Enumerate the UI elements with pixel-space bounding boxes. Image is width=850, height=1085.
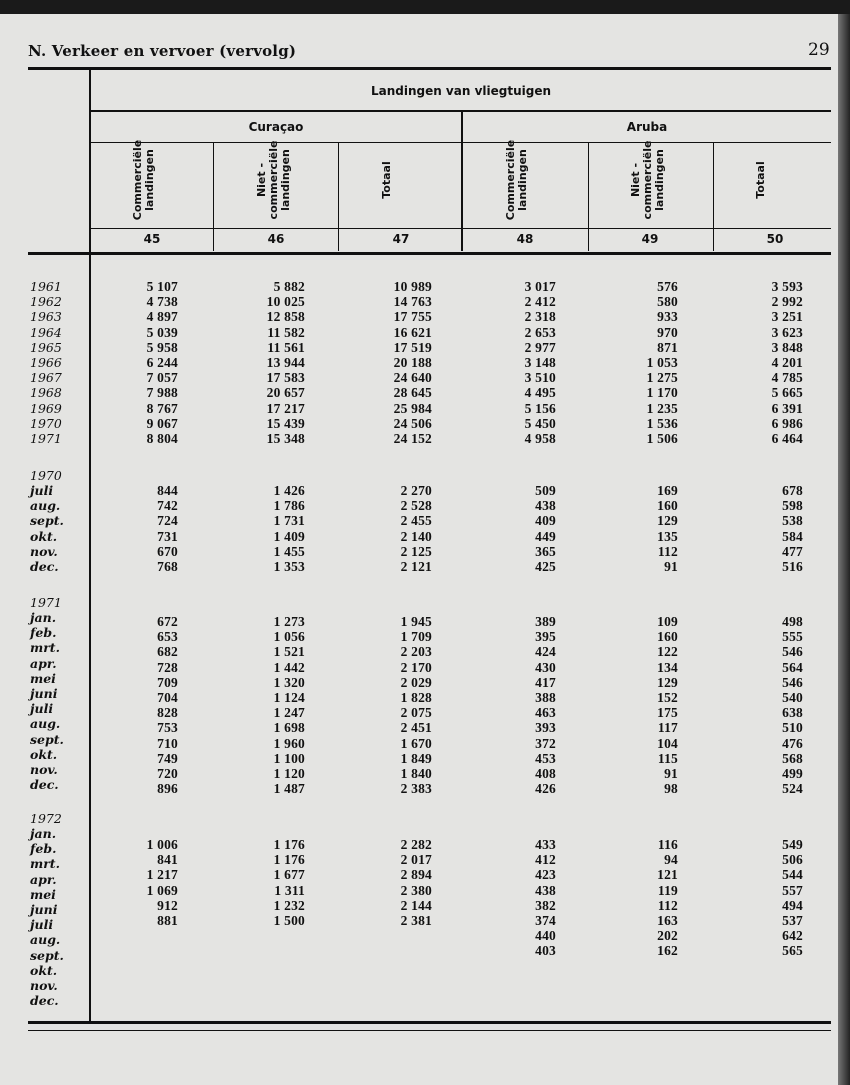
table-cell: 10 989	[393, 279, 432, 294]
row-label: 1961	[30, 279, 62, 294]
table-cell: 134	[657, 659, 678, 675]
table-cell: 160	[657, 629, 678, 645]
row-label: 1969	[30, 400, 62, 416]
table-cell: 1 053	[646, 355, 678, 370]
table-cell: 440	[535, 928, 556, 944]
table-cell: 2 528	[400, 498, 432, 514]
table-cell: 1 960	[273, 735, 305, 751]
table-cell: 1 840	[400, 766, 432, 781]
table-cell: 6 464	[771, 431, 803, 446]
table-cell: 11 582	[267, 324, 305, 340]
table-cell: 10 025	[266, 294, 305, 310]
table-cell: 828	[157, 705, 178, 721]
table-cell: 4 958	[524, 431, 556, 446]
table-cell: 1 677	[273, 867, 305, 883]
row-label: 1962	[30, 294, 62, 310]
table-cell: 12 858	[266, 309, 305, 325]
table-cell: 933	[657, 309, 678, 325]
row-label: sept.	[30, 947, 64, 963]
table-cell: 117	[657, 720, 678, 736]
table-cell: 871	[657, 339, 678, 355]
table-cell: 1 056	[273, 629, 305, 645]
table-cell: 678	[782, 483, 803, 498]
table-cell: 6 391	[771, 400, 803, 416]
row-label: feb.	[30, 841, 57, 857]
table-cell: 3 017	[524, 279, 556, 294]
row-label: 1967	[30, 370, 62, 386]
row-label: 1968	[30, 385, 62, 401]
table-cell: 565	[782, 943, 803, 959]
row-label: juli	[30, 701, 54, 717]
table-cell: 388	[535, 690, 556, 705]
table-cell: 2 170	[400, 659, 432, 675]
table-cell: 2 381	[400, 913, 432, 928]
table-cell: 1 536	[646, 415, 678, 431]
table-cell: 17 755	[393, 309, 432, 325]
table-cell: 749	[157, 750, 178, 766]
section-year-label: 1970	[30, 468, 62, 483]
table-cell: 896	[157, 781, 178, 797]
table-cell: 6 986	[771, 415, 803, 431]
table-cell: 24 152	[393, 431, 432, 446]
stub-column-divider	[89, 70, 91, 1022]
table-cell: 104	[657, 735, 678, 751]
column-divider	[588, 143, 589, 251]
table-cell: 121	[657, 867, 678, 883]
table-cell: 2 992	[771, 294, 803, 310]
table-cell: 116	[657, 837, 678, 852]
table-cell: 670	[157, 543, 178, 559]
table-cell: 584	[782, 528, 803, 544]
table-cell: 408	[535, 766, 556, 781]
table-cell: 546	[782, 674, 803, 690]
column-number: 50	[766, 232, 784, 246]
table-cell: 98	[664, 781, 678, 797]
table-cell: 2 451	[400, 720, 432, 736]
table-cell: 912	[157, 897, 178, 913]
table-cell: 7 057	[146, 370, 178, 386]
table-cell: 568	[782, 750, 803, 766]
row-label: dec.	[30, 993, 59, 1009]
table-cell: 24 640	[393, 370, 432, 386]
table-cell: 1 506	[646, 431, 678, 446]
table-cell: 557	[782, 882, 803, 898]
table-cell: 163	[657, 913, 678, 928]
table-cell: 638	[782, 705, 803, 721]
table-cell: 13 944	[266, 355, 305, 370]
table-cell: 1 311	[274, 882, 305, 898]
table-cell: 4 201	[771, 355, 803, 370]
table-cell: 476	[782, 735, 803, 751]
row-label: juli	[30, 917, 54, 933]
column-header-label: Totaal	[754, 161, 767, 199]
table-cell: 1 100	[273, 750, 305, 766]
table-cell: 844	[157, 483, 178, 498]
table-cell: 704	[157, 690, 178, 705]
table-cell: 720	[157, 766, 178, 781]
table-cell: 1 945	[400, 614, 432, 629]
table-cell: 3 848	[771, 339, 803, 355]
row-label: aug.	[30, 932, 61, 948]
table-cell: 2 203	[400, 644, 432, 660]
table-cell: 1 409	[273, 528, 305, 544]
table-cell: 4 785	[771, 370, 803, 386]
column-number: 45	[143, 232, 161, 246]
table-cell: 430	[535, 659, 556, 675]
table-cell: 17 519	[393, 339, 432, 355]
table-cell: 5 039	[146, 324, 178, 340]
table-cell: 417	[535, 674, 556, 690]
table-cell: 672	[157, 614, 178, 629]
table-cell: 1 006	[146, 837, 178, 852]
row-label: aug.	[30, 716, 61, 732]
row-label: 1966	[30, 355, 62, 370]
table-cell: 506	[782, 852, 803, 868]
row-label: aug.	[30, 498, 61, 514]
table-cell: 5 882	[273, 279, 305, 294]
table-cell: 544	[782, 867, 803, 883]
table-cell: 25 984	[393, 400, 432, 416]
row-label: juni	[30, 902, 58, 917]
row-label: juni	[30, 686, 58, 701]
table-cell: 2 140	[400, 528, 432, 544]
table-cell: 3 593	[771, 279, 803, 294]
row-label: 1971	[30, 431, 62, 446]
row-label: nov.	[30, 762, 58, 777]
table-cell: 4 897	[146, 309, 178, 325]
group-curacao: Curaçao	[248, 120, 304, 134]
table-cell: 122	[657, 644, 678, 660]
section-year-label: 1971	[30, 595, 62, 610]
table-cell: 1 500	[273, 913, 305, 928]
column-header-label: Commerciële landingen	[131, 139, 156, 221]
table-cell: 709	[157, 674, 178, 690]
table-cell: 424	[535, 644, 556, 660]
table-cell: 598	[782, 498, 803, 514]
table-cell: 372	[535, 735, 556, 751]
table-cell: 20 188	[393, 355, 432, 370]
table-cell: 2 121	[400, 559, 432, 574]
table-cell: 3 148	[524, 355, 556, 370]
table-cell: 2 455	[400, 513, 432, 529]
table-cell: 710	[157, 735, 178, 751]
column-divider	[713, 143, 714, 251]
table-cell: 538	[782, 513, 803, 529]
row-label: sept.	[30, 731, 64, 747]
table-cell: 2 282	[400, 837, 432, 852]
table-cell: 463	[535, 705, 556, 721]
table-cell: 524	[782, 781, 803, 797]
table-cell: 728	[157, 659, 178, 675]
row-label: mei	[30, 670, 56, 686]
table-cell: 1 217	[146, 867, 178, 883]
table-cell: 1 176	[273, 852, 305, 868]
table-cell: 3 251	[771, 309, 803, 325]
row-label: dec.	[30, 777, 59, 793]
table-cell: 516	[782, 559, 803, 574]
table-cell: 537	[782, 913, 803, 928]
top-rule	[28, 67, 831, 70]
table-cell: 731	[157, 528, 178, 544]
table-cell: 15 348	[266, 431, 305, 446]
table-cell: 449	[535, 528, 556, 544]
table-cell: 24 506	[393, 415, 432, 431]
table-cell: 2 270	[400, 483, 432, 498]
table-cell: 549	[782, 837, 803, 852]
column-number: 46	[267, 232, 285, 246]
table-cell: 1 320	[273, 674, 305, 690]
page-number: 29	[808, 40, 830, 60]
table-cell: 2 380	[400, 882, 432, 898]
table-cell: 1 176	[273, 837, 305, 852]
table-cell: 2 412	[524, 294, 556, 310]
table-cell: 9 067	[146, 415, 178, 431]
column-number: 47	[392, 232, 410, 246]
table-cell: 28 645	[393, 385, 432, 401]
table-cell: 2 653	[524, 324, 556, 340]
table-cell: 1 731	[273, 513, 305, 529]
table-cell: 395	[535, 629, 556, 645]
table-cell: 494	[782, 897, 803, 913]
table-cell: 109	[657, 614, 678, 629]
table-cell: 374	[535, 913, 556, 928]
table-cell: 1 828	[400, 690, 432, 705]
table-cell: 1 353	[273, 559, 305, 574]
section-title: N. Verkeer en vervoer (vervolg)	[28, 42, 297, 60]
table-cell: 409	[535, 513, 556, 529]
row-label: nov.	[30, 543, 58, 559]
row-label: apr.	[30, 871, 57, 887]
row-label: okt.	[30, 962, 58, 978]
table-cell: 17 583	[266, 370, 305, 386]
table-cell: 5 107	[146, 279, 178, 294]
table-cell: 2 075	[400, 705, 432, 721]
table-cell: 365	[535, 543, 556, 559]
table-cell: 1 235	[646, 400, 678, 416]
main-heading: Landingen van vliegtuigen	[370, 84, 552, 98]
table-cell: 1 670	[400, 735, 432, 751]
table-cell: 129	[657, 513, 678, 529]
table-cell: 425	[535, 559, 556, 574]
table-cell: 768	[157, 559, 178, 574]
table-cell: 115	[657, 750, 678, 766]
table-cell: 15 439	[266, 415, 305, 431]
table-cell: 970	[657, 324, 678, 340]
table-cell: 3 623	[771, 324, 803, 340]
row-label: apr.	[30, 655, 57, 671]
column-heading-rule	[91, 228, 831, 229]
table-cell: 169	[657, 483, 678, 498]
table-cell: 881	[157, 913, 178, 928]
table-cell: 175	[657, 705, 678, 721]
table-cell: 423	[535, 867, 556, 883]
column-header-label: Totaal	[380, 161, 393, 199]
table-cell: 119	[657, 882, 678, 898]
table-cell: 8 804	[146, 431, 178, 446]
row-label: juli	[30, 483, 54, 498]
table-cell: 5 958	[146, 339, 178, 355]
table-cell: 1 124	[273, 690, 305, 705]
table-cell: 16 621	[393, 324, 432, 340]
table-cell: 2 144	[400, 897, 432, 913]
row-label: dec.	[30, 559, 59, 574]
table-cell: 8 767	[146, 400, 178, 416]
column-header-label: Commerciële landingen	[504, 139, 529, 221]
table-cell: 564	[782, 659, 803, 675]
table-cell: 91	[664, 559, 678, 574]
table-cell: 580	[657, 294, 678, 310]
table-cell: 1 247	[273, 705, 305, 721]
table-cell: 1 275	[646, 370, 678, 386]
table-cell: 2 977	[524, 339, 556, 355]
table-cell: 20 657	[266, 385, 305, 401]
table-cell: 6 244	[146, 355, 178, 370]
row-label: mrt.	[30, 856, 60, 872]
table-cell: 202	[657, 928, 678, 944]
table-cell: 2 029	[400, 674, 432, 690]
table-cell: 403	[535, 943, 556, 959]
row-label: sept.	[30, 513, 64, 529]
row-label: mei	[30, 886, 56, 902]
table-cell: 576	[657, 279, 678, 294]
row-label: jan.	[30, 826, 57, 841]
table-cell: 453	[535, 750, 556, 766]
table-cell: 540	[782, 690, 803, 705]
table-cell: 1 426	[273, 483, 305, 498]
table-cell: 5 665	[771, 385, 803, 401]
row-label: okt.	[30, 528, 58, 544]
table-cell: 1 232	[273, 897, 305, 913]
table-cell: 546	[782, 644, 803, 660]
column-header-label: Niet - commerciële landingen	[629, 140, 666, 220]
table-cell: 498	[782, 614, 803, 629]
table-cell: 753	[157, 720, 178, 736]
table-cell: 438	[535, 498, 556, 514]
table-cell: 1 170	[646, 385, 678, 401]
group-rule	[91, 142, 831, 143]
table-cell: 1 786	[273, 498, 305, 514]
table-cell: 2 383	[400, 781, 432, 797]
table-cell: 682	[157, 644, 178, 660]
table-cell: 1 709	[400, 629, 432, 645]
table-cell: 129	[657, 674, 678, 690]
table-cell: 5 156	[524, 400, 556, 416]
table-cell: 1 487	[273, 781, 305, 797]
table-cell: 393	[535, 720, 556, 736]
table-cell: 94	[664, 852, 678, 868]
row-label: 1963	[30, 309, 62, 325]
table-cell: 653	[157, 629, 178, 645]
table-cell: 1 521	[273, 644, 305, 660]
group-aruba: Aruba	[626, 120, 668, 134]
table-cell: 3 510	[524, 370, 556, 386]
table-cell: 499	[782, 766, 803, 781]
row-label: 1965	[30, 339, 62, 355]
table-cell: 477	[782, 543, 803, 559]
table-cell: 426	[535, 781, 556, 797]
table-cell: 642	[782, 928, 803, 944]
table-cell: 162	[657, 943, 678, 959]
table-cell: 1 273	[273, 614, 305, 629]
section-year-label: 1972	[30, 811, 62, 826]
table-cell: 2 894	[400, 867, 432, 883]
row-label: mrt.	[30, 640, 60, 656]
table-cell: 1 120	[273, 766, 305, 781]
column-number: 48	[516, 232, 534, 246]
table-cell: 509	[535, 483, 556, 498]
column-divider	[213, 143, 214, 251]
column-number: 49	[641, 232, 659, 246]
table-cell: 1 069	[146, 882, 178, 898]
header-bottom-rule	[28, 252, 831, 255]
table-cell: 14 763	[393, 294, 432, 310]
row-label: okt.	[30, 746, 58, 762]
table-cell: 433	[535, 837, 556, 852]
table-cell: 7 988	[146, 385, 178, 401]
column-divider	[338, 143, 339, 251]
table-cell: 382	[535, 897, 556, 913]
table-cell: 91	[664, 766, 678, 781]
table-cell: 4 738	[146, 294, 178, 310]
bottom-rule	[28, 1021, 831, 1024]
table-cell: 1 698	[273, 720, 305, 736]
table-cell: 135	[657, 528, 678, 544]
table-cell: 555	[782, 629, 803, 645]
table-cell: 1 455	[273, 543, 305, 559]
table-cell: 112	[657, 543, 678, 559]
table-cell: 438	[535, 882, 556, 898]
row-label: nov.	[30, 978, 58, 993]
table-cell: 2 125	[400, 543, 432, 559]
table-cell: 5 450	[524, 415, 556, 431]
table-cell: 1 849	[400, 750, 432, 766]
table-cell: 510	[782, 720, 803, 736]
table-cell: 412	[535, 852, 556, 868]
bottom-rule-thin	[28, 1030, 831, 1031]
table-cell: 1 442	[273, 659, 305, 675]
table-cell: 2 318	[524, 309, 556, 325]
table-cell: 2 017	[400, 852, 432, 868]
page-edge	[838, 14, 850, 1085]
table-cell: 152	[657, 690, 678, 705]
table-cell: 4 495	[524, 385, 556, 401]
table-cell: 389	[535, 614, 556, 629]
table-cell: 17 217	[266, 400, 305, 416]
row-label: feb.	[30, 625, 57, 641]
row-label: jan.	[30, 610, 57, 625]
table-cell: 724	[157, 513, 178, 529]
row-label: 1964	[30, 324, 62, 340]
table-cell: 160	[657, 498, 678, 514]
column-header-label: Niet - commerciële landingen	[255, 140, 292, 220]
table-cell: 11 561	[267, 339, 305, 355]
table-cell: 112	[657, 897, 678, 913]
table-cell: 742	[157, 498, 178, 514]
table-cell: 841	[157, 852, 178, 868]
row-label: 1970	[30, 415, 62, 431]
